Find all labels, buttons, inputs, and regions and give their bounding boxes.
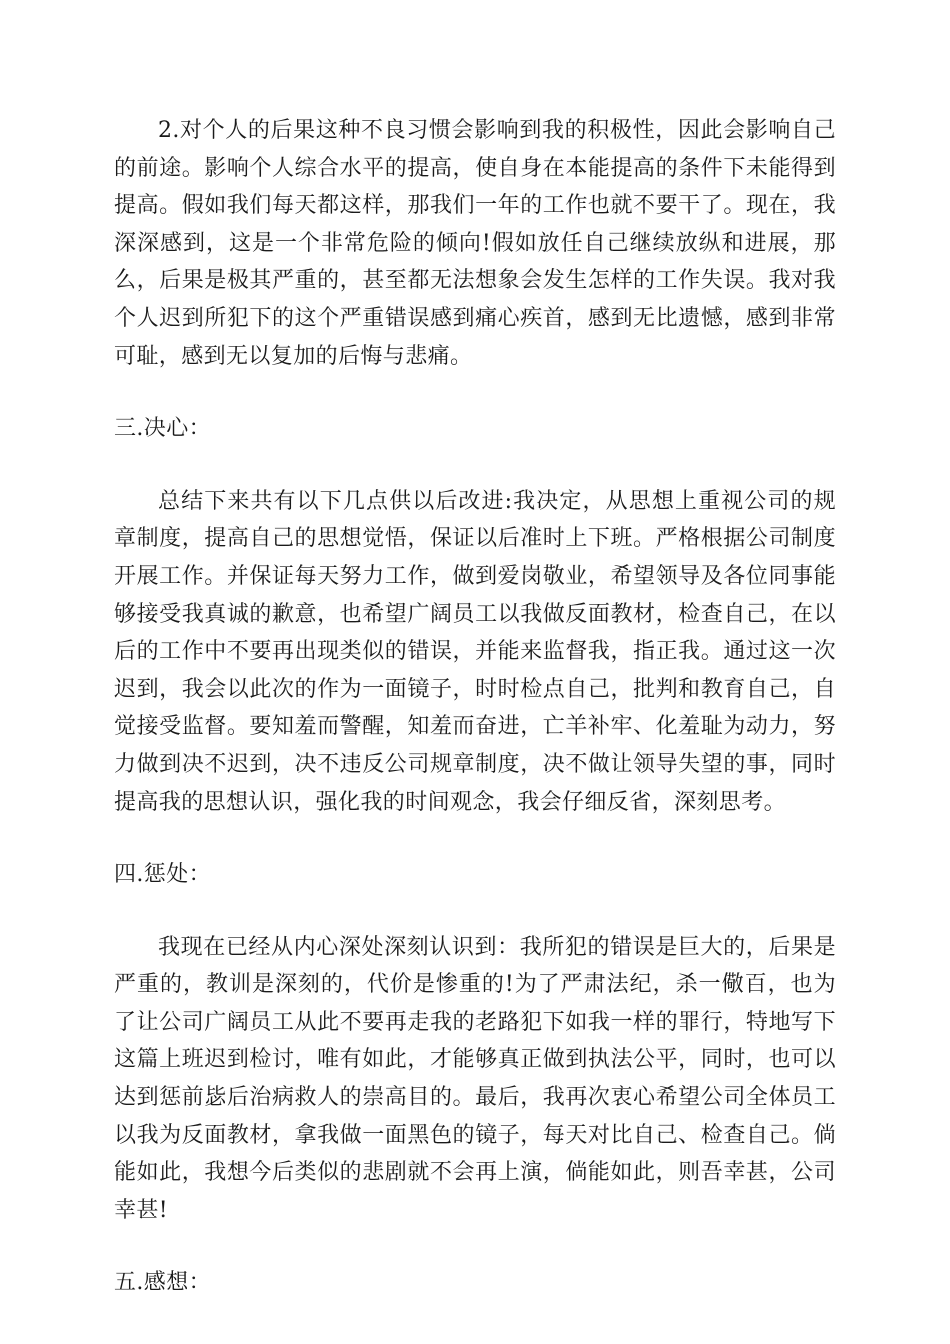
paragraph-punishment: 我现在已经从内心深处深刻认识到：我所犯的错误是巨大的，后果是严重的，教训是深刻的，代价是惨重的!为了严肃法纪，杀一儆百，也为了让公司广阔员工从此不要再走我的老路犯下如我一样的罪行，特地写下这篇上班迟到检讨，唯有如此，才能够真正做到执法公平，同时，也可以达到惩前毖后治病救人的崇高目的。最后，我再次衷心希望公司全体员工以我为反面教材，拿我做一面黑色的镜子，每天对比自己、检查自己。倘能如此，我想今后类似的悲剧就不会再上演，倘能如此，则吾幸甚，公司幸甚!: [114, 934, 836, 1223]
paragraph-resolution: 总结下来共有以下几点供以后改进:我决定，从思想上重视公司的规章制度，提高自己的思想觉悟，保证以后准时上下班。严格根据公司制度开展工作。并保证每天努力工作，做到爱岗敬业，希望领导及各位同事能够接受我真诚的歉意，也希望广阔员工以我做反面教材，检查自己，在以后的工作中不要再出现类似的错误，并能来监督我，指正我。通过这一次迟到，我会以此次的作为一面镜子，时时检点自己，批判和教育自己，自觉接受监督。要知羞而警醒，知羞而奋进，亡羊补牢、化羞耻为动力，努力做到决不迟到，决不违反公司规章制度，决不做让领导失望的事，同时提高我的思想认识，强化我的时间观念，我会仔细反省，深刻思考。: [114, 488, 836, 815]
heading-punishment: 四.惩处：: [114, 862, 211, 888]
paragraph-consequences: 2.对个人的后果这种不良习惯会影响到我的积极性，因此会影响自己的前途。影响个人综合水平的提高，使自身在本能提高的条件下未能得到提高。假如我们每天都这样，那我们一年的工作也就不要干了。现在，我深深感到，这是一个非常危险的倾向!假如放任自己继续放纵和进展，那么，后果是极其严重的，甚至都无法想象会发生怎样的工作失误。我对我个人迟到所犯下的这个严重错误感到痛心疾首，感到无比遗憾，感到非常可耻，感到无以复加的后悔与悲痛。: [114, 118, 836, 369]
document-page: [114, 112, 836, 1302]
heading-resolution: 三.决心：: [114, 416, 211, 442]
heading-reflection: 五.感想：: [114, 1270, 211, 1296]
